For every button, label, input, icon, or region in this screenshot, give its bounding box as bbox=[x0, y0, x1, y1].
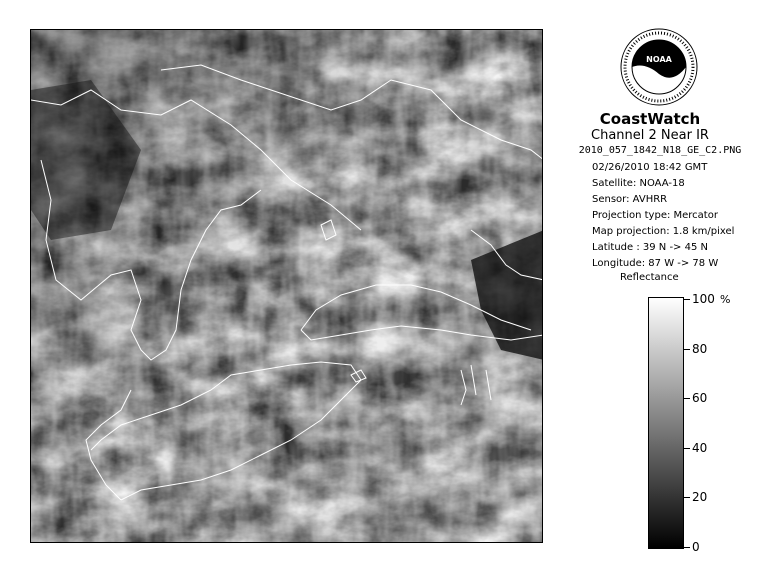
map-projection-text: Map projection: 1.8 km/pixel bbox=[592, 226, 735, 237]
legend-title: Reflectance bbox=[620, 272, 679, 283]
latitude-text: Latitude : 39 N -> 45 N bbox=[592, 242, 708, 253]
channel-name: Channel 2 Near IR bbox=[591, 128, 709, 143]
satellite-text: Satellite: NOAA-18 bbox=[592, 178, 685, 189]
colorbar-tick bbox=[684, 299, 690, 300]
noaa-logo-icon bbox=[620, 22, 698, 112]
product-title: CoastWatch bbox=[599, 110, 701, 128]
satellite-image bbox=[30, 29, 543, 543]
colorbar-tick-label: 20 bbox=[692, 490, 708, 505]
colorbar-tick-label: 60 bbox=[692, 391, 708, 406]
sensor-text: Sensor: AVHRR bbox=[592, 194, 668, 205]
projection-type-text: Projection type: Mercator bbox=[592, 210, 718, 221]
colorbar-tick-label: 0 bbox=[692, 540, 700, 554]
legend-unit: % bbox=[720, 293, 731, 306]
reflectance-colorbar bbox=[648, 297, 684, 549]
colorbar-tick bbox=[684, 349, 690, 350]
colorbar-tick bbox=[684, 398, 690, 399]
colorbar-tick-label: 100 bbox=[692, 292, 715, 306]
colorbar-tick bbox=[684, 497, 690, 498]
colorbar-tick bbox=[684, 448, 690, 449]
longitude-text: Longitude: 87 W -> 78 W bbox=[592, 258, 719, 269]
logo-label: NOAA bbox=[646, 55, 672, 64]
colorbar-tick-label: 40 bbox=[692, 440, 708, 455]
colorbar-tick bbox=[684, 547, 690, 548]
datetime-text: 02/26/2010 18:42 GMT bbox=[592, 162, 708, 173]
colorbar-tick-label: 80 bbox=[692, 341, 708, 356]
file-name: 2010_057_1842_N18_GE_C2.PNG bbox=[578, 145, 742, 156]
